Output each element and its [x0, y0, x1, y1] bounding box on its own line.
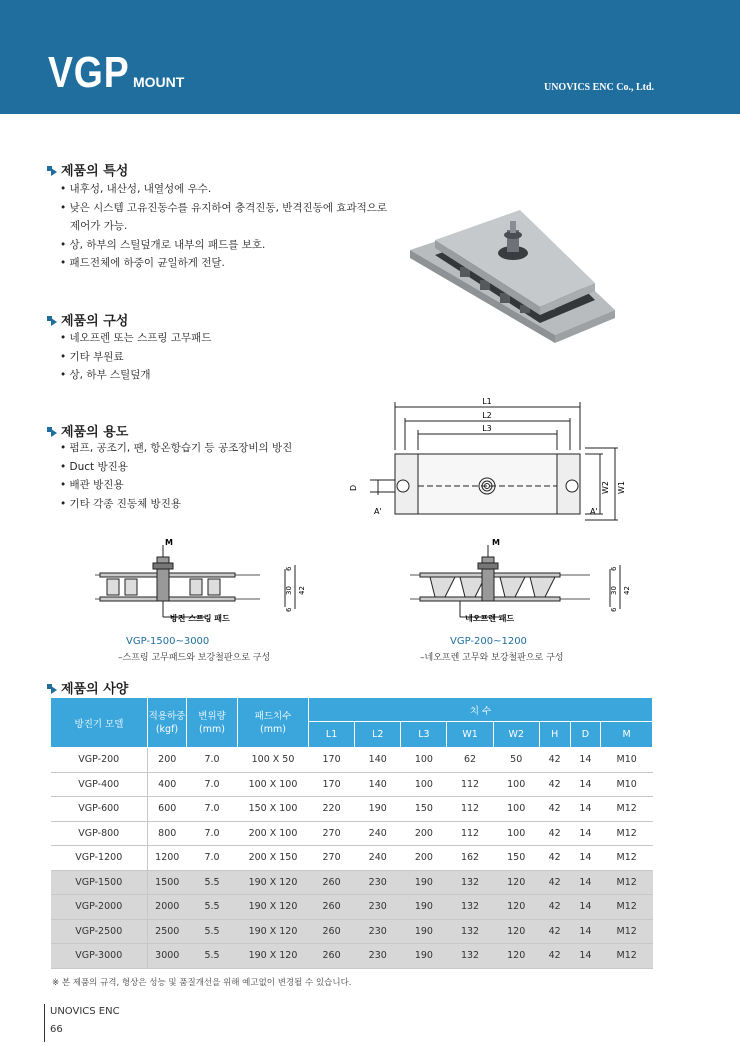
table-cell: 230 [355, 870, 401, 895]
table-cell: 260 [309, 895, 355, 920]
list-item: • 상, 하부의 스틸덮개로 내부의 패드를 보호. [60, 236, 387, 255]
list-item: • Duct 방진용 [60, 458, 292, 477]
table-cell: 100 X 50 [238, 748, 309, 773]
header-banner [0, 0, 740, 114]
table-cell: 42 [539, 919, 570, 944]
table-cell: 240 [355, 846, 401, 871]
table-row [51, 821, 653, 846]
table-cell: 230 [355, 944, 401, 969]
dim-m-right: M [492, 538, 500, 547]
table-cell: 100 X 100 [238, 772, 309, 797]
list-item: • 낮은 시스템 고유진동수를 유지하여 충격진동, 반격진동에 효과적으로 [60, 199, 387, 218]
composition-title: 제품의 구성 [61, 314, 129, 329]
table-cell: 7.0 [187, 846, 238, 871]
table-row [51, 797, 653, 822]
table-cell: 120 [493, 895, 539, 920]
table-cell: 200 [401, 846, 447, 871]
list-item: • 내후성, 내산성, 내열성에 우수. [60, 180, 387, 199]
product-photo [405, 195, 620, 345]
table-cell: VGP-600 [51, 797, 148, 822]
neoprene-section-drawing [410, 535, 640, 627]
features-heading [47, 160, 128, 179]
table-cell: 42 [539, 772, 570, 797]
table-cell: 3000 [148, 944, 187, 969]
table-cell: 42 [539, 895, 570, 920]
table-cell: 260 [309, 919, 355, 944]
table-cell: 14 [570, 797, 601, 822]
list-item: • 기타 각종 진동체 방진용 [60, 495, 292, 514]
usage-list [60, 439, 292, 513]
dim-l1: L1 [482, 397, 492, 406]
header-dim-col: L3 [401, 722, 447, 748]
table-cell: 1200 [148, 846, 187, 871]
table-cell: M12 [601, 870, 653, 895]
section-marker-icon [47, 315, 57, 325]
table-cell: M12 [601, 944, 653, 969]
table-cell: 42 [539, 797, 570, 822]
dim-t4: 6 [285, 607, 293, 612]
table-cell: 132 [447, 870, 493, 895]
table-cell: 190 [355, 797, 401, 822]
section-marker-icon [47, 683, 57, 693]
table-row [51, 944, 653, 969]
dim-t5: 6 [610, 566, 618, 571]
table-cell: M10 [601, 748, 653, 773]
table-cell: VGP-1200 [51, 846, 148, 871]
table-cell: 14 [570, 870, 601, 895]
company-name: UNOVICS ENC Co., Ltd. [543, 82, 654, 93]
table-cell: 14 [570, 895, 601, 920]
table-cell: 5.5 [187, 895, 238, 920]
table-row [51, 748, 653, 773]
table-cell: 120 [493, 944, 539, 969]
table-cell: 190 [401, 870, 447, 895]
table-cell: 112 [447, 821, 493, 846]
table-cell: 230 [355, 919, 401, 944]
spec-heading [47, 678, 128, 697]
table-cell: 42 [539, 944, 570, 969]
table-cell: 14 [570, 944, 601, 969]
table-cell: 62 [447, 748, 493, 773]
table-cell: 270 [309, 846, 355, 871]
table-row [51, 895, 653, 920]
header-model: 방진기 모델 [51, 698, 148, 748]
table-cell: M10 [601, 772, 653, 797]
table-cell: 7.0 [187, 797, 238, 822]
table-cell: 1500 [148, 870, 187, 895]
footer-company: UNOVICS ENC [50, 1006, 120, 1017]
table-cell: 50 [493, 748, 539, 773]
header-dim-col: L2 [355, 722, 401, 748]
list-item: • 배관 방진용 [60, 476, 292, 495]
footer-divider [44, 1004, 45, 1042]
table-cell: 162 [447, 846, 493, 871]
section-mark-right: A' [590, 507, 598, 516]
dim-w1: W1 [617, 481, 626, 494]
table-cell: 132 [447, 944, 493, 969]
product-subtitle: MOUNT [133, 74, 185, 90]
table-cell: 200 [401, 821, 447, 846]
table-cell: 7.0 [187, 748, 238, 773]
left-model-caption: VGP-1500~3000 [126, 636, 210, 647]
table-cell: 400 [148, 772, 187, 797]
table-cell: 190 [401, 895, 447, 920]
table-cell: VGP-1500 [51, 870, 148, 895]
header-dim-col: D [570, 722, 601, 748]
table-cell: 200 X 100 [238, 821, 309, 846]
header-dim-col: W2 [493, 722, 539, 748]
table-cell: VGP-2500 [51, 919, 148, 944]
table-cell: 7.0 [187, 821, 238, 846]
table-cell: 2500 [148, 919, 187, 944]
spring-section-drawing [95, 535, 315, 627]
table-cell: 150 [401, 797, 447, 822]
table-cell: M12 [601, 846, 653, 871]
spec-table [50, 697, 653, 969]
table-cell: 5.5 [187, 870, 238, 895]
table-cell: 120 [493, 870, 539, 895]
table-cell: 100 [401, 772, 447, 797]
table-cell: 5.5 [187, 919, 238, 944]
table-cell: 112 [447, 797, 493, 822]
top-view-drawing [340, 390, 640, 535]
section-marker-icon [47, 426, 57, 436]
table-cell: 14 [570, 748, 601, 773]
table-row [51, 919, 653, 944]
right-model-caption: VGP-200~1200 [450, 636, 527, 647]
table-cell: 132 [447, 919, 493, 944]
dim-l2: L2 [482, 411, 492, 420]
spec-note: ※ 본 제품의 규격, 형상은 성능 및 품질개선을 위해 예고없이 변경될 수 있습니다. [52, 978, 352, 988]
page-number: 66 [50, 1024, 63, 1035]
dim-l3: L3 [482, 424, 492, 433]
table-cell: 100 [493, 772, 539, 797]
header-load: 적용하중 (kgf) [148, 698, 187, 748]
table-cell: 200 [148, 748, 187, 773]
dim-t3: 42 [298, 586, 306, 595]
table-cell: 132 [447, 895, 493, 920]
header-dim-col: M [601, 722, 653, 748]
table-cell: 14 [570, 846, 601, 871]
table-cell: 140 [355, 772, 401, 797]
spec-title: 제품의 사양 [61, 682, 129, 697]
table-cell: 170 [309, 772, 355, 797]
table-cell: 14 [570, 919, 601, 944]
table-cell: 150 X 100 [238, 797, 309, 822]
right-desc-caption: –네오프렌 고무와 보강철판으로 구성 [420, 653, 564, 663]
header-dim-col: H [539, 722, 570, 748]
table-cell: 150 [493, 846, 539, 871]
spring-pad-label: 방진 스프링 패드 [170, 614, 230, 623]
usage-title: 제품의 용도 [61, 425, 129, 440]
list-item: • 기타 부원료 [60, 348, 211, 367]
table-cell: 260 [309, 944, 355, 969]
table-cell: 200 X 150 [238, 846, 309, 871]
dim-t1: 6 [285, 566, 293, 571]
table-cell: 800 [148, 821, 187, 846]
section-marker-icon [47, 165, 57, 175]
table-cell: 120 [493, 919, 539, 944]
table-cell: 260 [309, 870, 355, 895]
header-dim-col: W1 [447, 722, 493, 748]
table-cell: 42 [539, 748, 570, 773]
dim-t8: 6 [610, 607, 618, 612]
table-cell: M12 [601, 919, 653, 944]
table-row [51, 846, 653, 871]
list-item: • 펌프, 공조기, 팬, 항온항습기 등 공조장비의 방진 [60, 439, 292, 458]
list-item: 제어가 가능. [70, 220, 128, 232]
table-cell: 230 [355, 895, 401, 920]
composition-list [60, 329, 211, 385]
table-cell: 2000 [148, 895, 187, 920]
table-cell: 100 [493, 821, 539, 846]
table-cell: 600 [148, 797, 187, 822]
table-row [51, 772, 653, 797]
header-disp: 변위량 (mm) [187, 698, 238, 748]
dim-w2: W2 [601, 481, 610, 494]
table-cell: 190 [401, 919, 447, 944]
usage-heading [47, 421, 128, 440]
list-item: • 패드전체에 하중이 균일하게 전달. [60, 254, 387, 273]
table-cell: 42 [539, 821, 570, 846]
composition-heading [47, 310, 128, 329]
header-dim-col: L1 [309, 722, 355, 748]
left-desc-caption: –스프링 고무패드와 보강철판으로 구성 [118, 653, 271, 663]
table-cell: 14 [570, 772, 601, 797]
table-cell: 5.5 [187, 944, 238, 969]
dim-t2: 30 [285, 586, 293, 595]
table-cell: 190 X 120 [238, 870, 309, 895]
table-row [51, 870, 653, 895]
table-cell: VGP-800 [51, 821, 148, 846]
table-cell: VGP-400 [51, 772, 148, 797]
header-dims: 치 수 [309, 698, 653, 722]
table-cell: 170 [309, 748, 355, 773]
dim-d: D [349, 484, 358, 491]
table-cell: 112 [447, 772, 493, 797]
table-cell: 42 [539, 870, 570, 895]
features-title: 제품의 특성 [61, 164, 129, 179]
table-cell: 42 [539, 846, 570, 871]
table-cell: 14 [570, 821, 601, 846]
list-item: • 상, 하부 스틸덮개 [60, 366, 211, 385]
product-title: VGP [48, 48, 130, 97]
table-cell: 7.0 [187, 772, 238, 797]
table-cell: M12 [601, 797, 653, 822]
table-cell: 100 [401, 748, 447, 773]
table-cell: 220 [309, 797, 355, 822]
list-item: • 네오프렌 또는 스프링 고무패드 [60, 329, 211, 348]
dim-t6: 30 [610, 586, 618, 595]
section-mark-left: A' [374, 507, 382, 516]
table-cell: 190 X 120 [238, 919, 309, 944]
table-cell: 190 X 120 [238, 944, 309, 969]
table-cell: 190 X 120 [238, 895, 309, 920]
table-cell: VGP-2000 [51, 895, 148, 920]
table-cell: VGP-200 [51, 748, 148, 773]
table-cell: 140 [355, 748, 401, 773]
table-cell: M12 [601, 895, 653, 920]
table-cell: 190 [401, 944, 447, 969]
features-list [60, 180, 387, 273]
dim-t7: 42 [623, 586, 631, 595]
table-cell: 240 [355, 821, 401, 846]
table-cell: VGP-3000 [51, 944, 148, 969]
table-cell: 270 [309, 821, 355, 846]
dim-m-left: M [165, 538, 173, 547]
header-pad: 패드치수 (mm) [238, 698, 309, 748]
table-cell: M12 [601, 821, 653, 846]
table-cell: 100 [493, 797, 539, 822]
neoprene-pad-label: 네오프렌 패드 [465, 614, 515, 623]
